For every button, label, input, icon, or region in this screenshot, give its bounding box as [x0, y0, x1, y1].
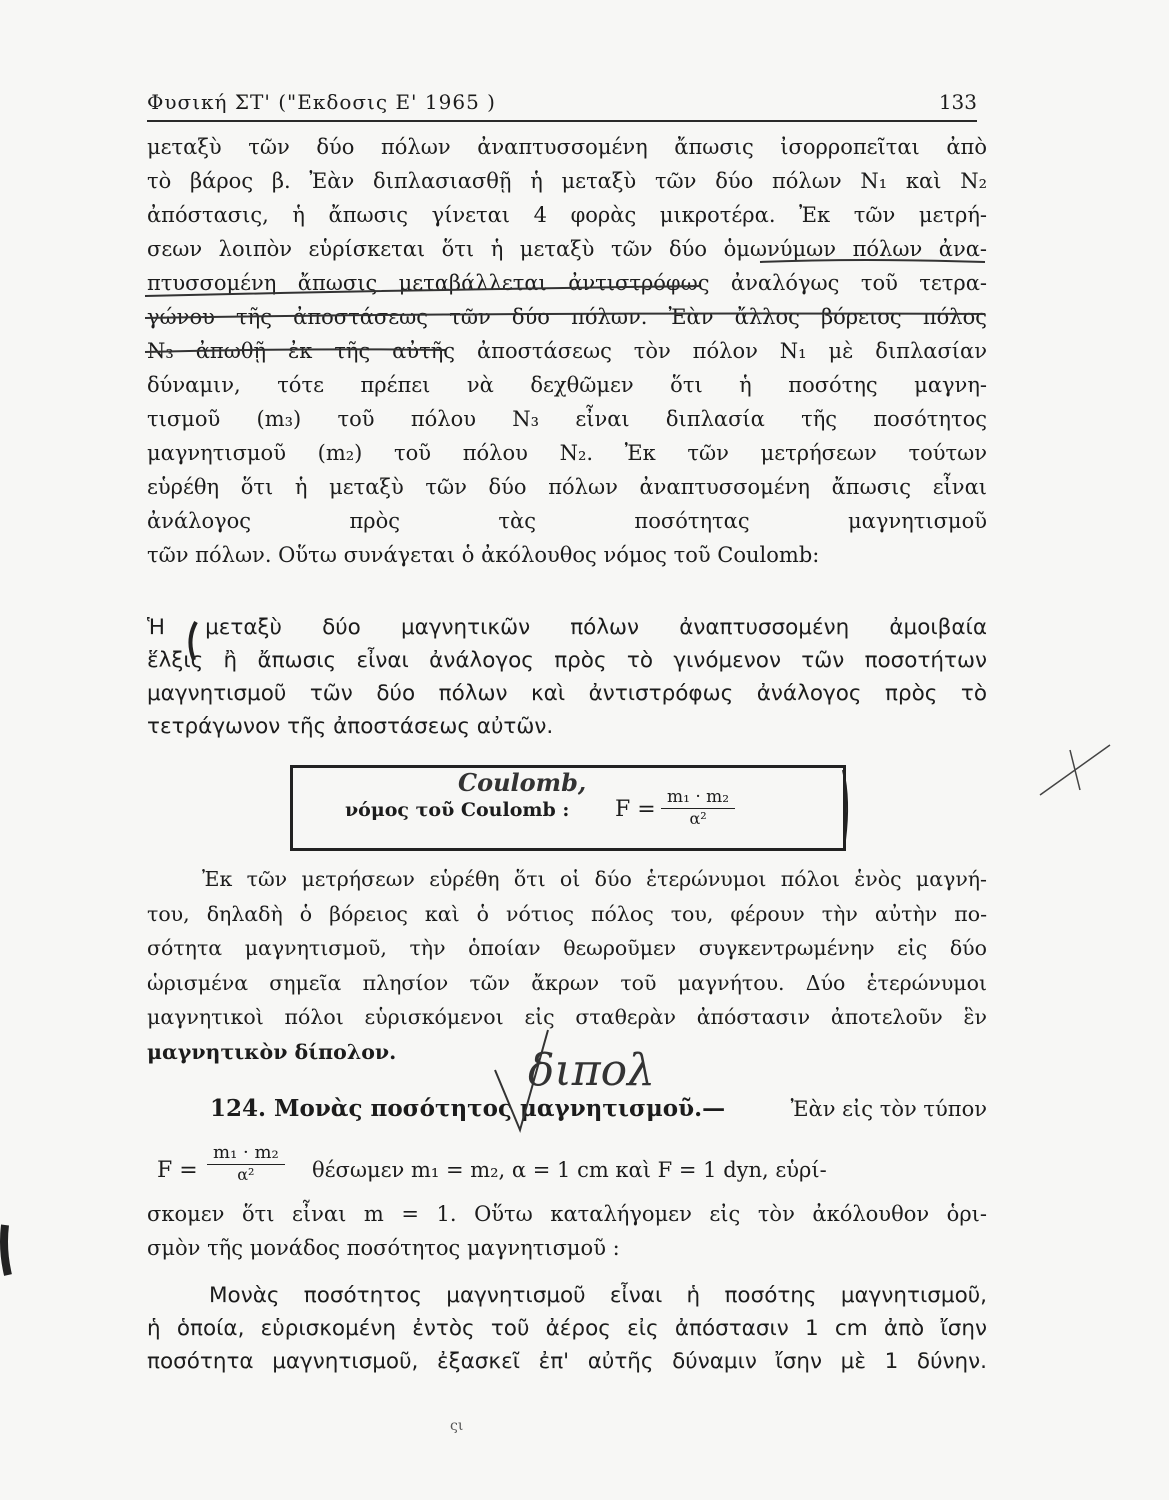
section-title-tail: Ἐὰν εἰς τὸν τύπον	[790, 1097, 987, 1121]
text-line: ἀπόστασις, ἡ ἄπωσις γίνεται 4 φορὰς μικροτέρα. Ἐκ τῶν μετρή-	[147, 203, 987, 227]
coulomb-law-statement	[147, 611, 987, 743]
cross-mark	[1040, 745, 1110, 795]
text-line: μαγνητισμοῦ (m₂) τοῦ πόλου N₂. Ἐκ τῶν μετρήσεων τούτων	[147, 441, 987, 465]
section-124-heading	[210, 1095, 987, 1131]
text-line: σκομεν ὅτι εἶναι m = 1. Οὕτω καταλήγομεν εἰς τὸν ἀκόλουθον ὁρι-	[147, 1202, 987, 1226]
text-line: του, δηλαδὴ ὁ βόρειος καὶ ὁ νότιος πόλος του, φέρουν τὴν αὐτὴν πο-	[147, 901, 987, 926]
text-line: τετράγωνον τῆς ἀποστάσεως αὐτῶν.	[147, 714, 554, 739]
inline-fraction	[207, 1142, 285, 1185]
text-line: μαγνητισμοῦ τῶν δύο πόλων καὶ ἀντιστρόφως ἀνάλογος πρὸς τὸ	[147, 681, 987, 706]
page-header	[147, 86, 977, 122]
margin-smudge	[4, 1225, 8, 1275]
formula-lhs: F =	[157, 1158, 198, 1183]
unit-definition	[147, 1279, 987, 1378]
page-number: 133	[938, 90, 977, 114]
formula-fraction	[661, 786, 735, 829]
text-line: σεων λοιπὸν εὑρίσκεται ὅτι ἡ μεταξὺ τῶν δύο ὁμωνύμων πόλων ἀνα-	[147, 237, 987, 261]
text-line: δύναμιν, τότε πρέπει νὰ δεχθῶμεν ὅτι ἡ ποσότης μαγνη-	[147, 373, 987, 397]
text-line: ποσότητα μαγνητισμοῦ, ἐξασκεῖ ἐπ' αὐτῆς δύναμιν ἴσην μὲ 1 δύνην.	[147, 1349, 987, 1374]
text-line: Ἡ μεταξὺ δύο μαγνητικῶν πόλων ἀναπτυσσομένη ἀμοιβαία	[147, 615, 987, 640]
text-line: σότητα μαγνητισμοῦ, τὴν ὁποίαν θεωροῦμεν συγκεντρωμένην εἰς δύο	[147, 936, 987, 960]
section-title: 124. Μονὰς ποσότητος μαγνητισμοῦ.—	[210, 1095, 726, 1122]
text-line: ἀνάλογος πρὸς τὰς ποσότητας μαγνητισμοῦ	[147, 509, 987, 533]
coulomb-formula-box	[290, 765, 846, 851]
text-line: Μονὰς ποσότητος μαγνητισμοῦ εἶναι ἡ ποσότης μαγνητισμοῦ,	[209, 1283, 987, 1308]
text-line: Ἐκ τῶν μετρήσεων εὑρέθη ὅτι οἱ δύο ἑτερώνυμοι πόλοι ἑνὸς μαγνή-	[202, 867, 987, 891]
text-line: τὸ βάρος β. Ἐὰν διπλασιασθῇ ἡ μεταξὺ τῶν δύο πόλων N₁ καὶ N₂	[147, 169, 987, 193]
paragraph-1	[147, 130, 987, 572]
text-line: τῶν πόλων. Οὕτω συνάγεται ὁ ἀκόλουθος νόμος τοῦ Coulomb:	[147, 543, 820, 567]
fraction-denominator: α²	[237, 1165, 255, 1184]
text-line: τισμοῦ (m₃) τοῦ πόλου N₃ εἶναι διπλασία τῆς ποσότητος	[147, 407, 987, 431]
formula-label: νόμος τοῦ Coulomb :	[345, 799, 570, 821]
text-line: ἕλξις ἢ ἄπωσις εἶναι ἀνάλογος πρὸς τὸ γινόμενον τῶν ποσοτήτων	[147, 648, 987, 673]
text-line: μεταξὺ τῶν δύο πόλων ἀναπτυσσομένη ἄπωσις ἰσορροπεῖται ἀπὸ	[147, 135, 987, 159]
handwritten-note: διπολ	[528, 1045, 656, 1096]
handwritten-coulomb: Coulomb,	[458, 768, 587, 797]
text-line: γώνου τῆς ἀποστάσεως τῶν δύο πόλων. Ἐὰν ἄλλος βόρειος πόλος	[147, 305, 987, 329]
text-line: μαγνητικοὶ πόλοι εὑρισκόμενοι εἰς σταθερὰν ἀπόστασιν ἀποτελοῦν ἓν	[147, 1005, 987, 1029]
text-line: μαγνητικὸν δίπολον.	[147, 1039, 397, 1064]
section-124-formula-line	[147, 1142, 987, 1202]
running-title: Φυσική ΣΤ' ("Εκδοσις Ε' 1965 )	[147, 90, 496, 114]
formula-tail: θέσωμεν m₁ = m₂, α = 1 cm καὶ F = 1 dyn, εὑρί-	[312, 1158, 827, 1182]
text-line: εὑρέθη ὅτι ἡ μεταξὺ τῶν δύο πόλων ἀναπτυσσομένη ἄπωσις εἶναι	[147, 475, 987, 499]
paragraph-2	[147, 862, 987, 1069]
section-124-body	[147, 1197, 987, 1265]
text-line: πτυσσομένη ἄπωσις μεταβάλλεται ἀντιστρόφως ἀναλόγως τοῦ τετρα-	[147, 271, 987, 295]
text-line: ὡρισμένα σημεῖα πλησίον τῶν ἄκρων τοῦ μαγνήτου. Δύο ἑτερώνυμοι	[147, 970, 987, 995]
formula-numerator: m₁ · m₂	[661, 786, 735, 809]
formula-lhs: F =	[615, 797, 656, 822]
text-line: ἡ ὁποία, εὑρισκομένη ἐντὸς τοῦ ἀέρος εἰς ἀπόστασιν 1 cm ἀπὸ ἴσην	[147, 1316, 987, 1341]
formula-denominator: α²	[689, 809, 707, 828]
footer-mark: ςι	[450, 1418, 464, 1434]
fraction-numerator: m₁ · m₂	[207, 1142, 285, 1165]
text-line: N₃ ἀπωθῇ ἐκ τῆς αὐτῆς ἀποστάσεως τὸν πόλον N₁ μὲ διπλασίαν	[147, 339, 987, 363]
text-line: σμὸν τῆς μονάδος ποσότητος μαγνητισμοῦ :	[147, 1236, 620, 1260]
